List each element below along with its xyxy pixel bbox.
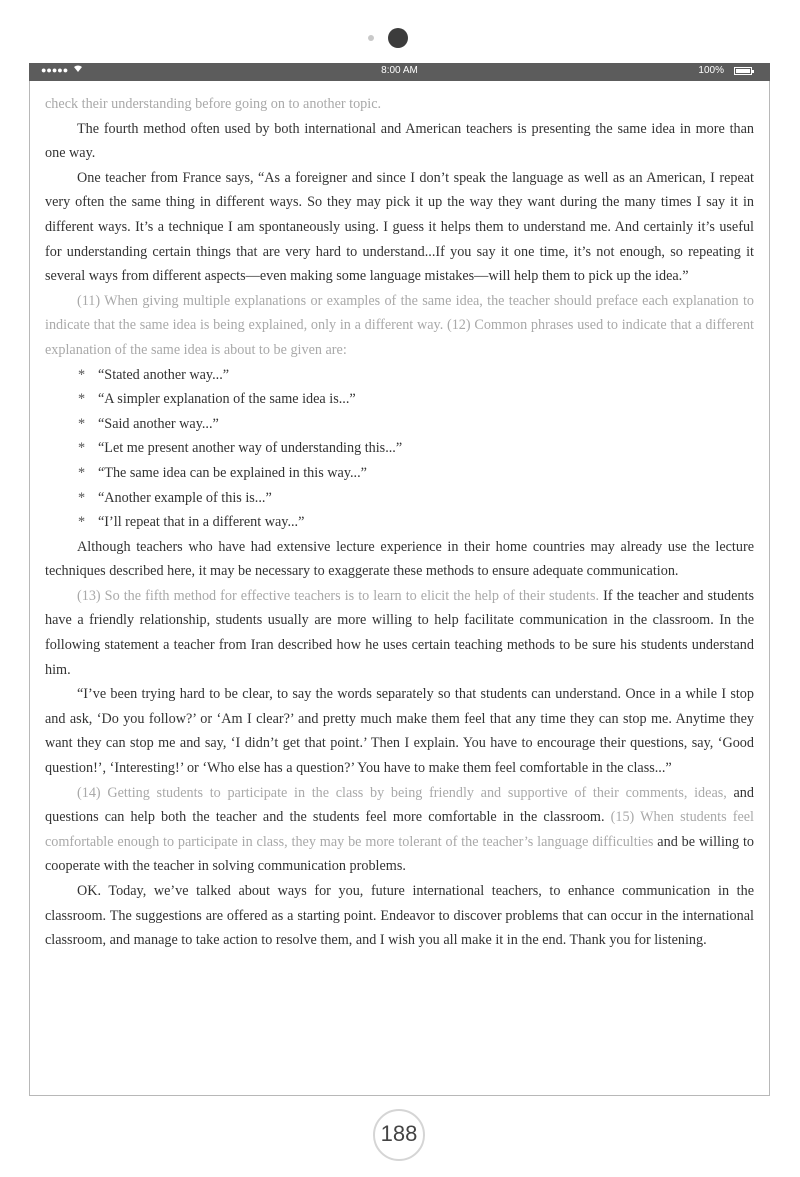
phrases-list	[45, 363, 754, 535]
paragraph-participation	[45, 781, 754, 879]
bullet-marker: *	[78, 415, 86, 432]
battery-percent: 100%	[698, 65, 724, 76]
device-camera	[0, 27, 800, 49]
bullet-marker: *	[78, 464, 86, 481]
paragraph-conclusion: OK. Today, we’ve talked about ways for you, future international teachers, to enhance communication in the classroom. The suggestions are offered as a starting point. Endeavor to discover problems that can occur in the international classroom, and manage to take action to resolve them, and I wish you all make it in the end. Thank you for listening.	[45, 883, 754, 949]
bullet-marker: *	[78, 489, 86, 506]
battery-icon	[734, 67, 752, 75]
bullet-marker: *	[78, 391, 86, 408]
paragraph-text: If the teacher and students have a friendly relationship, students usually are more willing to help facilitate communication in the classroom. In the following statement a teacher from Iran described how he uses certain teaching methods to be sure his students understand him.	[45, 587, 754, 678]
highlighted-sentence-13: (13) So the fifth method for effective teachers is to learn to elicit the help of their students.	[77, 587, 600, 604]
bullet-marker: *	[78, 440, 86, 457]
paragraph-text: and be willing to cooperate with the teacher in solving communication problems.	[45, 833, 754, 875]
list-item: * “The same idea can be explained in this way...”	[78, 461, 754, 486]
highlighted-sentence-15: (15) When students feel comfortable enough to participate in class, they may be more tolerant of the teacher’s language difficulties	[45, 809, 754, 850]
paragraph-fifth-method	[45, 584, 754, 682]
paragraph-multiple-explanations: (11) When giving multiple explanations or examples of the same idea, the teacher should preface each explanation to indicate that the same idea is being explained, only in a different way. (12) Common phrases used to indicate that a different explanation of the same idea is about to be given are:	[45, 292, 754, 358]
signal-icon: ●●●●●	[41, 65, 69, 75]
paragraph-iran-teacher: “I’ve been trying hard to be clear, to say the words separately so that students can understand. Once in a while I stop and ask, ‘Do you follow?’ or ‘Am I clear?’ and pretty much make them feel that any time they can stop me. Anytime they want they can stop me and say, ‘I didn’t get that point.’ Then I explain. You have to encourage their questions, say, ‘Good question!’, ‘Interesting!’ or ‘Who else has a question?’ You have to make them feel comfortable in the class...”	[45, 686, 754, 777]
camera-sensor-icon	[368, 35, 374, 41]
list-item: * “Said another way...”	[78, 412, 754, 437]
paragraph-lecture-techniques: Although teachers who have had extensive lecture experience in their home countries may already use the lecture techniques described here, it may be necessary to exaggerate these methods to ensure adequate communication.	[45, 538, 754, 580]
page-content	[45, 92, 754, 953]
list-item: * “Another example of this is...”	[78, 486, 754, 511]
bullet-marker: *	[78, 366, 86, 383]
list-item: * “Stated another way...”	[78, 363, 754, 388]
status-bar	[29, 63, 770, 81]
camera-lens-icon	[388, 28, 408, 48]
list-item: * “A simpler explanation of the same idea is...”	[78, 387, 754, 412]
bullet-marker: *	[78, 514, 86, 531]
paragraph-text: and questions can help both the teacher and the students feel more comfortable in the classroom.	[45, 784, 754, 826]
status-time: 8:00 AM	[381, 65, 418, 76]
highlighted-sentence-14: (14) Getting students to participate in the class by being friendly and supportive of their comments, ideas,	[77, 784, 727, 801]
list-item: * “I’ll repeat that in a different way...”	[78, 510, 754, 535]
page-number: 188	[373, 1109, 425, 1161]
paragraph-fourth-method: The fourth method often used by both international and American teachers is presenting the same idea in more than one way.	[45, 120, 754, 162]
paragraph-continued: check their understanding before going on to another topic.	[45, 96, 382, 112]
list-item: * “Let me present another way of understanding this...”	[78, 436, 754, 461]
paragraph-france-teacher: One teacher from France says, “As a foreigner and since I don’t speak the language as well as an American, I repeat very often the same thing in different ways. So they may pick it up the way they want during the many times I say it in different ways. It’s a technique I am spontaneously using. I guess it helps them to understand me. And certainly it’s useful for understanding certain things that are very hard to understand...If you say it one time, it’s not enough, so repeating it several ways from different aspects—even making some language mistakes—will help them to pick up the idea.”	[45, 169, 754, 285]
